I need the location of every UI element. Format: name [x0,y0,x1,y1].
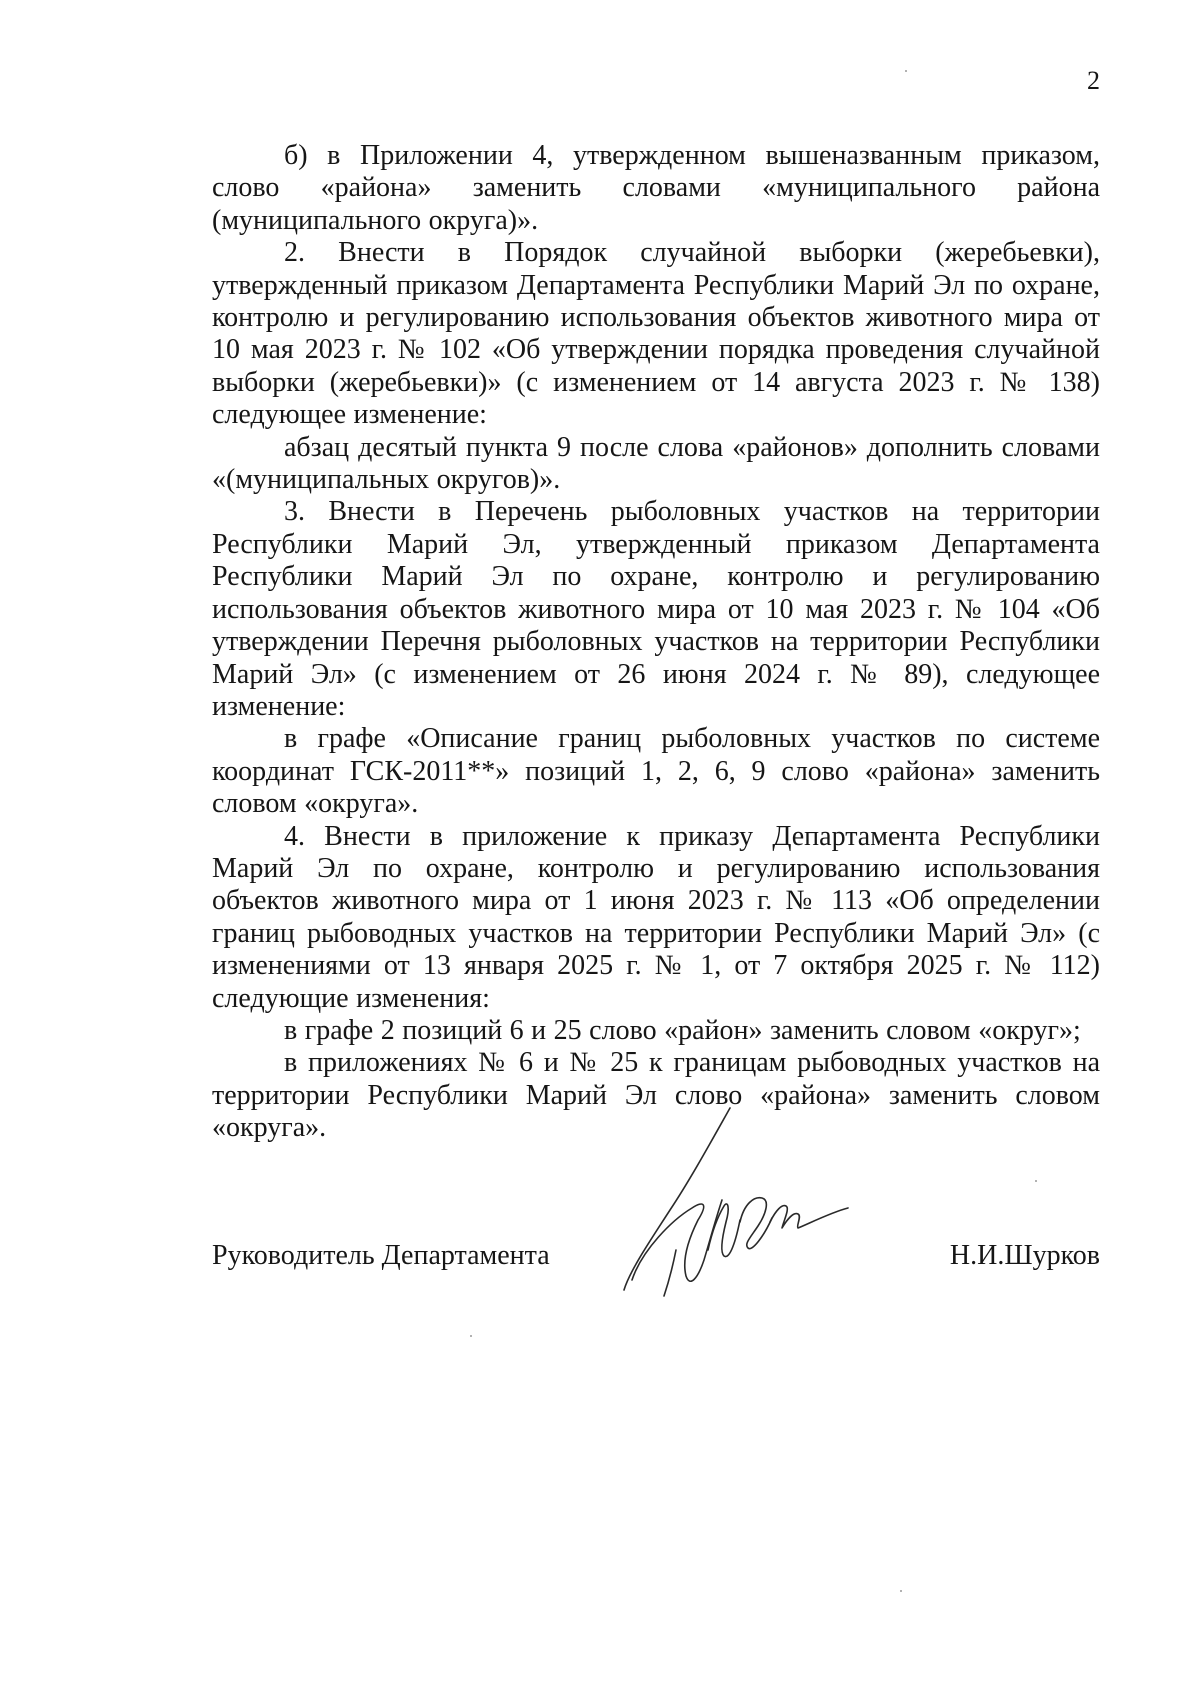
scan-speck [900,1590,902,1592]
paragraph-item-4-change-2: в приложениях № 6 и № 25 к границам рыбоводных участков на территории Республики Марий Эл слово «района» заменить словом «округа». [212,1047,1100,1144]
scan-speck [1035,1180,1037,1182]
scan-speck [905,70,907,72]
signer-name: Н.И.Шурков [949,1240,1100,1271]
signer-title: Руководитель Департамента [212,1240,550,1271]
handwritten-signature [612,1100,852,1300]
paragraph-item-3-change: в графе «Описание границ рыболовных участков по системе координат ГСК-2011**» позиций 1, 2, 6, 9 слово «района» заменить словом «округа». [212,723,1100,820]
scan-speck [470,1335,472,1337]
paragraph-item-2: 2. Внести в Порядок случайной выборки (жеребьевки), утвержденный приказом Департамента Республики Марий Эл по охране, контролю и регулированию использования объектов животного мира от 10 мая 2023 г. № 102 «Об утверждении порядка проведения случайной выборки (жеребьевки)» (с изменением от 14 августа 2023 г. № 138) следующее изменение: [212,237,1100,431]
paragraph-item-4-change-1: в графе 2 позиций 6 и 25 слово «район» заменить словом «округ»; [284,1014,1081,1046]
document-body [212,140,1100,1145]
paragraph-item-4: 4. Внести в приложение к приказу Департамента Республики Марий Эл по охране, контролю и регулированию использования объектов животного мира от 1 июня 2023 г. № 113 «Об определении границ рыбоводных участков на территории Республики Марий Эл» (с изменениями от 13 января 2025 г. № 1, от 7 октября 2025 г. № 112) следующие изменения: [212,820,1100,1014]
signature-block [212,1240,1100,1360]
page-number: 2 [1087,66,1100,95]
paragraph-item-3: 3. Внести в Перечень рыболовных участков на территории Республики Марий Эл, утвержденный приказом Департамента Республики Марий Эл по охране, контролю и регулированию использования объектов животного мира от 10 мая 2023 г. № 104 «Об утверждении Перечня рыболовных участков на территории Республики Марий Эл» (с изменением от 26 июня 2024 г. № 89), следующее изменение: [212,496,1100,722]
paragraph-appendix-4-change: б) в Приложении 4, утвержденном вышеназванным приказом, слово «района» заменить словами «муниципального района (муниципального округа)». [212,140,1100,236]
paragraph-item-2-change: абзац десятый пункта 9 после слова «районов» дополнить словами «(муниципальных округов)». [212,431,1100,496]
